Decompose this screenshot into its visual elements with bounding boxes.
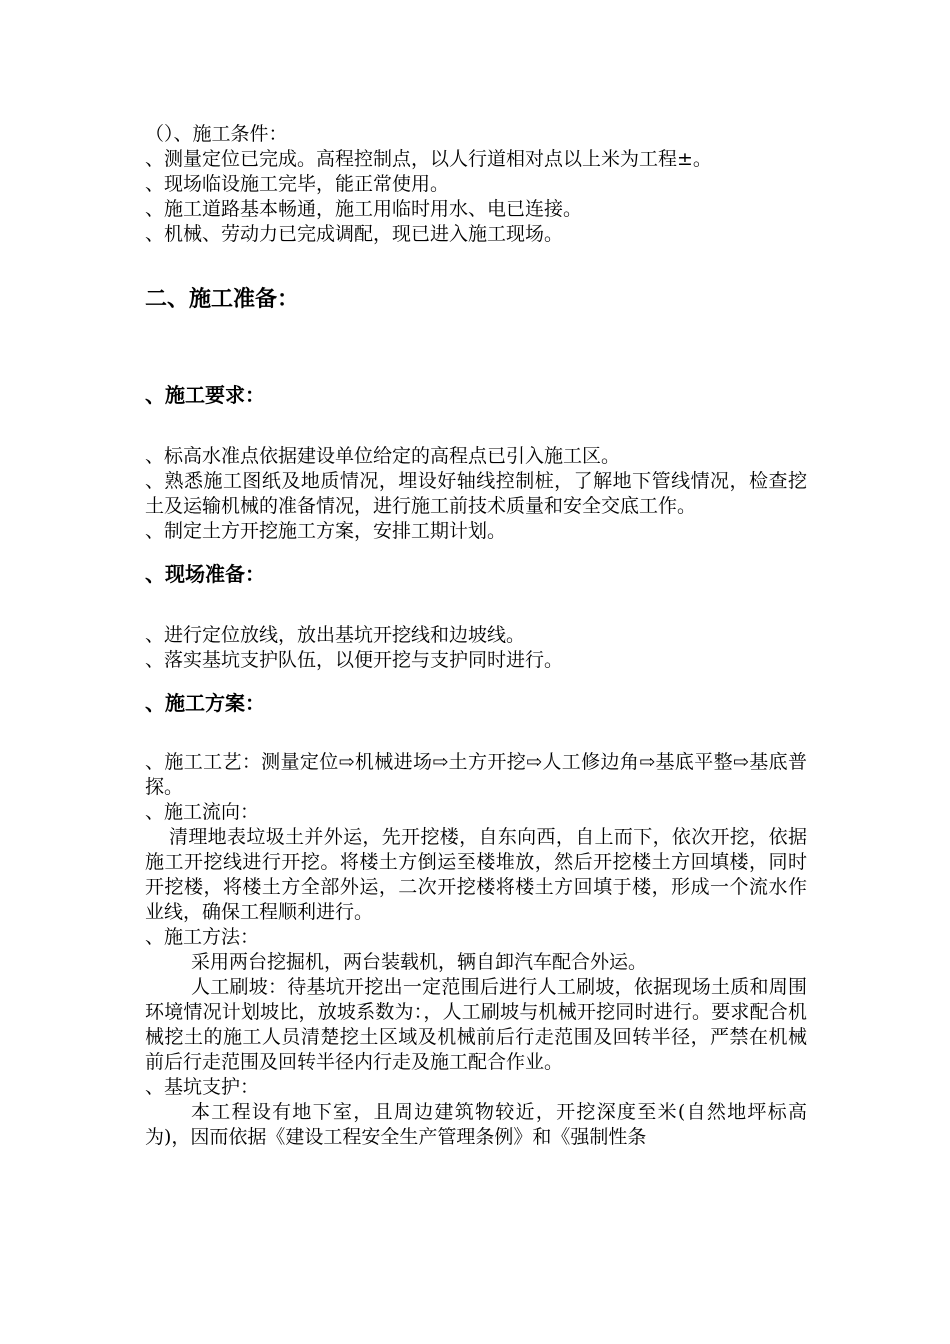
- spacer: [145, 717, 807, 750]
- spacer: [145, 247, 807, 284]
- flow-heading: 、施工流向：: [145, 801, 260, 823]
- spacer: [145, 588, 807, 623]
- flow-text: 清理地表垃圾土并外运，先开挖楼，自东向西，自上而下，依次开挖，依据施工开挖线进行开挖。将楼土方倒运至楼堆放，然后开挖楼土方回填楼，同时开挖楼，将楼土方全部外运，二次开挖楼将楼土方回填于楼，形成一个流水作业线，确保工程顺利进行。: [145, 826, 807, 923]
- condition-item: 、现场临设施工完毕，能正常使用。: [145, 173, 450, 195]
- site-item: 、落实基坑支护队伍，以便开挖与支护同时进行。: [145, 649, 564, 671]
- plan-heading: 、施工方案：: [145, 691, 265, 715]
- support-text: 本工程设有地下室，且周边建筑物较近，开挖深度至米(自然地坪标高为)，因而依据《建设工程安全生产管理条例》和《强制性条: [145, 1101, 807, 1148]
- document-body: [145, 122, 807, 1150]
- method-heading: 、施工方法：: [145, 926, 260, 948]
- method-paragraph: 人工刷坡：待基坑开挖出一定范围后进行人工刷坡，依据现场土质和周围环境情况计划坡比，放坡系数为：，人工刷坡与机械开挖同时进行。要求配合机械挖土的施工人员清楚挖土区域及机械前后行走范围及回转半径，严禁在机械前后行走范围及回转半径内行走及施工配合作业。: [145, 976, 807, 1073]
- requirements-heading: 、施工要求：: [145, 383, 265, 407]
- spacer: [145, 314, 807, 381]
- spacer: [145, 673, 807, 689]
- requirement-item: 、标高水准点依据建设单位给定的高程点已引入施工区。: [145, 445, 621, 467]
- spacer: [145, 544, 807, 560]
- section-title: 二、施工准备：: [145, 286, 300, 312]
- site-item: 、进行定位放线，放出基坑开挖线和边坡线。: [145, 624, 526, 646]
- spacer: [145, 409, 807, 444]
- condition-item: 、机械、劳动力已完成调配，现已进入施工现场。: [145, 223, 564, 245]
- process-text: 、施工工艺：测量定位⇨机械进场⇨土方开挖⇨人工修边角⇨基底平整⇨基底普探。: [145, 751, 807, 798]
- condition-item: 、测量定位已完成。高程控制点，以人行道相对点以上米为工程±。: [145, 148, 712, 170]
- conditions-heading: （）、施工条件：: [145, 123, 288, 145]
- requirement-item: 、制定土方开挖施工方案，安排工期计划。: [145, 520, 507, 542]
- method-paragraph: 采用两台挖掘机，两台装载机，辆自卸汽车配合外运。: [191, 951, 648, 973]
- support-heading: 、基坑支护：: [145, 1076, 260, 1098]
- site-heading: 、现场准备：: [145, 562, 265, 586]
- requirement-item: 、熟悉施工图纸及地质情况，埋设好轴线控制桩，了解地下管线情况，检查挖土及运输机械的准备情况，进行施工前技术质量和安全交底工作。: [145, 470, 807, 517]
- condition-item: 、施工道路基本畅通，施工用临时用水、电已连接。: [145, 198, 583, 220]
